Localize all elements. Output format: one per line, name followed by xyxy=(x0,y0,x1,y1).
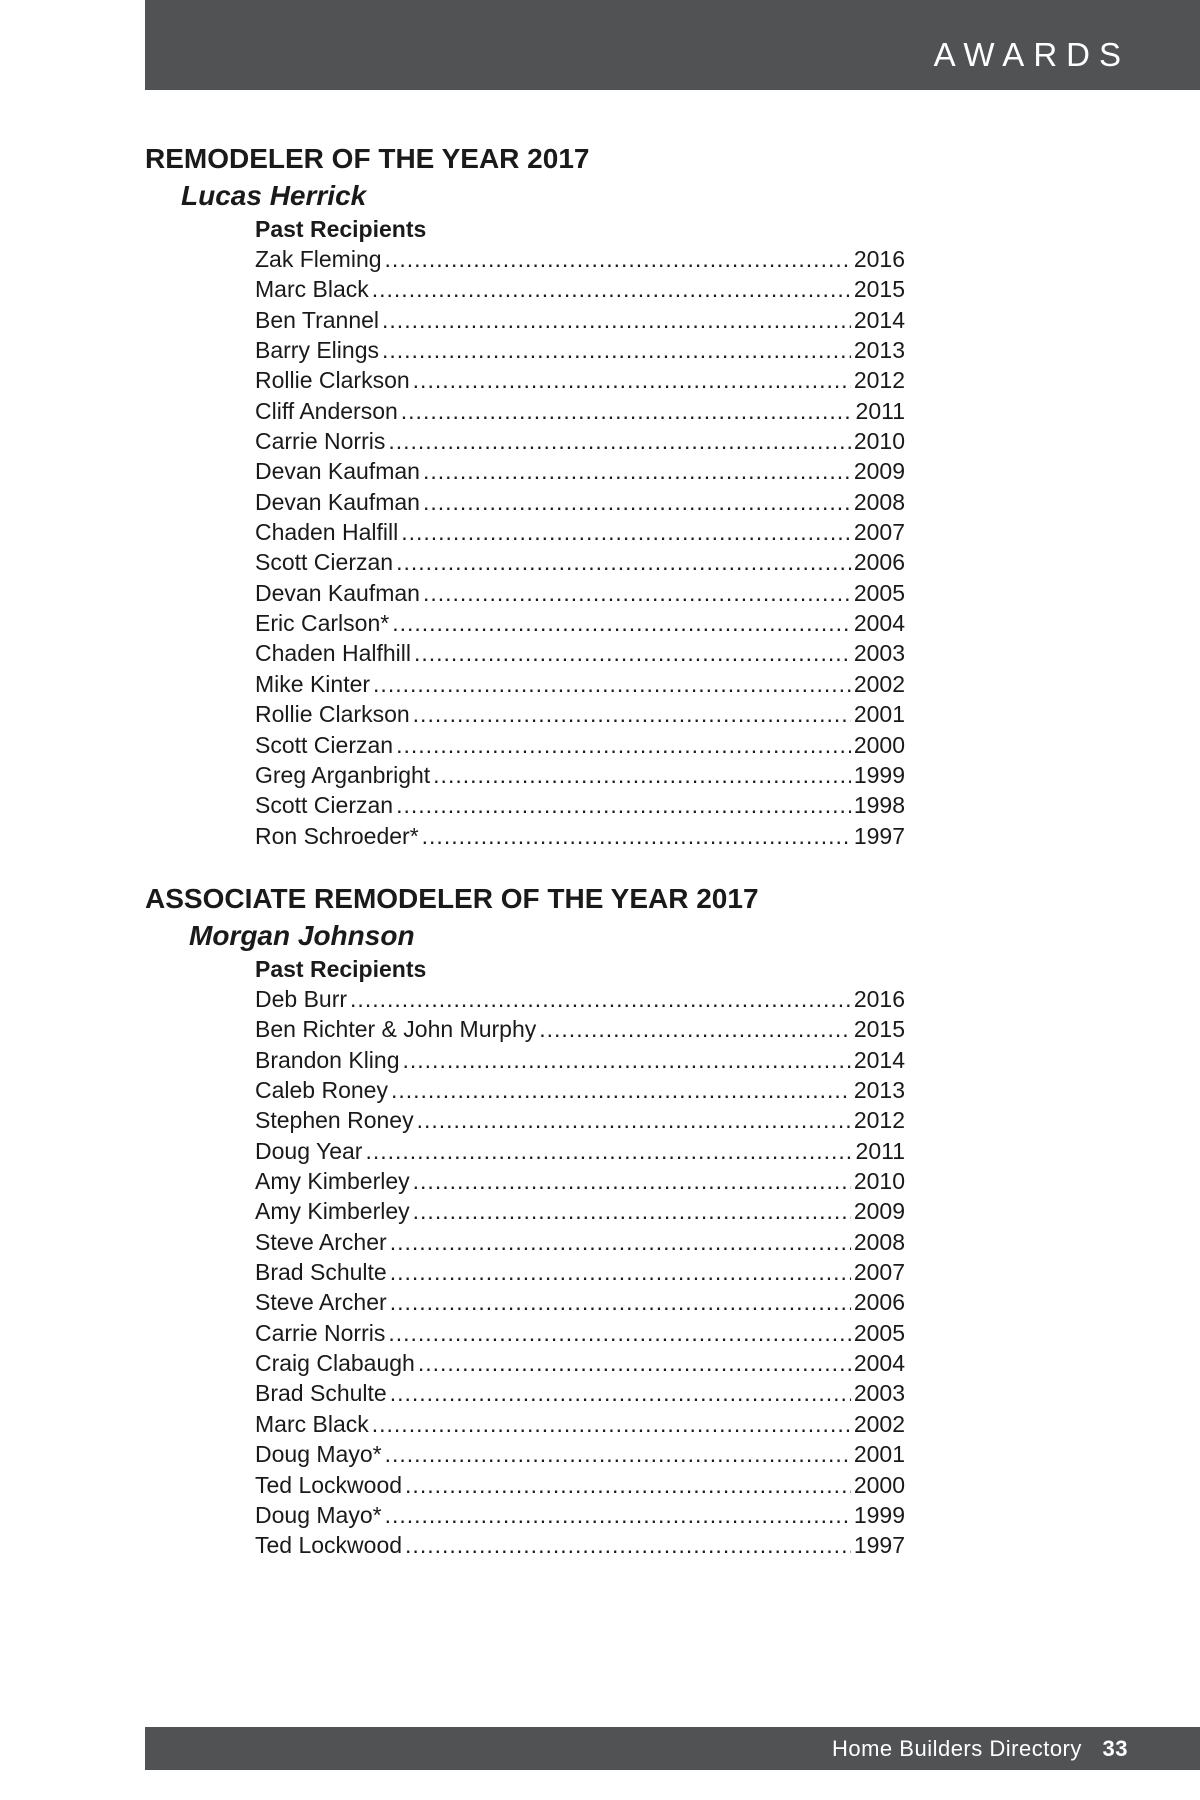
list-item xyxy=(255,305,905,335)
recipient-name: Scott Cierzan xyxy=(255,792,394,819)
list-item xyxy=(255,1287,905,1317)
dot-leader xyxy=(392,608,851,638)
recipient-year: 2003 xyxy=(853,1380,905,1407)
list-item xyxy=(255,1409,905,1439)
dot-leader xyxy=(385,244,851,274)
recipient-year: 2001 xyxy=(853,701,905,728)
recipient-year: 1999 xyxy=(853,761,905,788)
recipient-name: Ted Lockwood xyxy=(255,1532,403,1559)
recipient-name: Scott Cierzan xyxy=(255,549,394,576)
recipient-year: 2008 xyxy=(853,1228,905,1255)
recipient-name: Carrie Norris xyxy=(255,1319,386,1346)
recipient-name: Doug Mayo* xyxy=(255,1441,382,1468)
recipient-year: 2000 xyxy=(853,1471,905,1498)
past-recipients-label: Past Recipients xyxy=(255,956,427,982)
recipient-year: 2014 xyxy=(853,306,905,333)
recipients-list xyxy=(255,984,905,1561)
list-item xyxy=(255,1227,905,1257)
recipient-name: Doug Year xyxy=(255,1137,363,1164)
recipient-name: Scott Cierzan xyxy=(255,731,394,758)
recipient-name: Barry Elings xyxy=(255,337,379,364)
footer-text xyxy=(832,1736,1128,1762)
dot-leader xyxy=(396,547,851,577)
recipient-year: 2000 xyxy=(853,731,905,758)
recipient-year: 2016 xyxy=(853,986,905,1012)
recipient-year: 2010 xyxy=(853,1168,905,1195)
dot-leader xyxy=(413,365,851,395)
recipient-name: Devan Kaufman xyxy=(255,579,420,606)
dot-leader xyxy=(413,1196,851,1226)
publication-name: Home Builders Directory xyxy=(831,1736,1082,1761)
recipient-year: 2005 xyxy=(853,579,905,606)
recipient-year: 2016 xyxy=(853,246,905,272)
recipient-year: 2011 xyxy=(855,1137,905,1164)
recipient-year: 2002 xyxy=(853,1410,905,1437)
list-item xyxy=(255,638,905,668)
recipient-name: Stephen Roney xyxy=(255,1107,414,1134)
recipient-name: Chaden Halfhill xyxy=(255,640,411,667)
section-associate-remodeler-of-the-year xyxy=(145,880,945,1561)
recipient-year: 1999 xyxy=(853,1501,905,1528)
dot-leader xyxy=(391,1075,851,1105)
recipient-name: Greg Arganbright xyxy=(255,761,431,788)
list-item xyxy=(255,365,905,395)
recipient-year: 2001 xyxy=(853,1441,905,1468)
list-item xyxy=(255,608,905,638)
recipient-year: 2004 xyxy=(853,610,905,637)
list-item xyxy=(255,578,905,608)
recipient-name: Devan Kaufman xyxy=(255,458,420,485)
list-item xyxy=(255,1166,905,1196)
recipient-year: 2012 xyxy=(853,1107,905,1134)
dot-leader xyxy=(390,1287,851,1317)
recipient-year: 2012 xyxy=(853,367,905,394)
dot-leader xyxy=(433,760,851,790)
recipient-name: Doug Mayo* xyxy=(255,1501,382,1528)
dot-leader xyxy=(414,638,851,668)
list-item xyxy=(255,699,905,729)
list-item xyxy=(255,1075,905,1105)
past-recipients-label: Past Recipients xyxy=(255,216,427,242)
dot-leader xyxy=(390,1378,851,1408)
dot-leader xyxy=(413,699,851,729)
footer-bar xyxy=(145,1727,1200,1770)
list-item xyxy=(255,456,905,486)
recipient-year: 2015 xyxy=(853,276,905,303)
list-item xyxy=(255,1348,905,1378)
section-remodeler-of-the-year xyxy=(145,140,945,851)
list-item xyxy=(255,1045,905,1075)
recipient-name: Ben Trannel xyxy=(255,306,380,333)
list-item xyxy=(255,1318,905,1348)
dot-leader xyxy=(401,517,851,547)
recipient-year: 2008 xyxy=(853,488,905,515)
recipient-name: Mike Kinter xyxy=(255,670,371,697)
dot-leader xyxy=(388,426,850,456)
dot-leader xyxy=(403,1045,851,1075)
recipient-year: 1997 xyxy=(853,1532,905,1559)
recipient-name: Amy Kimberley xyxy=(255,1168,410,1195)
list-item xyxy=(255,669,905,699)
header-bar xyxy=(145,0,1200,90)
list-item xyxy=(255,547,905,577)
winner-name: Lucas Herrick xyxy=(181,180,367,211)
dot-leader xyxy=(405,1470,851,1500)
dot-leader xyxy=(418,1348,851,1378)
recipient-name: Chaden Halfill xyxy=(255,519,399,546)
recipient-year: 2006 xyxy=(853,1289,905,1316)
dot-leader xyxy=(372,274,851,304)
list-item xyxy=(255,1439,905,1469)
recipient-name: Devan Kaufman xyxy=(255,488,420,515)
dot-leader xyxy=(382,335,851,365)
dot-leader xyxy=(423,487,851,517)
recipient-name: Marc Black xyxy=(255,1410,369,1437)
recipient-name: Ted Lockwood xyxy=(255,1471,403,1498)
recipient-year: 2009 xyxy=(853,1198,905,1225)
recipient-name: Rollie Clarkson xyxy=(255,701,410,728)
list-item xyxy=(255,1105,905,1135)
section-title: ASSOCIATE REMODELER OF THE YEAR 2017 xyxy=(145,883,759,914)
recipient-name: Zak Fleming xyxy=(255,246,382,272)
list-item xyxy=(255,821,905,851)
list-item xyxy=(255,487,905,517)
list-item xyxy=(255,1530,905,1560)
recipient-name: Caleb Roney xyxy=(255,1077,388,1104)
dot-leader xyxy=(382,305,851,335)
list-item xyxy=(255,517,905,547)
dot-leader xyxy=(365,1136,852,1166)
recipient-name: Deb Burr xyxy=(255,986,348,1012)
dot-leader xyxy=(396,790,851,820)
recipient-name: Cliff Anderson xyxy=(255,397,398,424)
dot-leader xyxy=(388,1318,850,1348)
winner-name: Morgan Johnson xyxy=(189,920,415,951)
recipient-name: Amy Kimberley xyxy=(255,1198,410,1225)
dot-leader xyxy=(385,1500,851,1530)
recipient-name: Brad Schulte xyxy=(255,1380,387,1407)
dot-leader xyxy=(350,984,851,1014)
recipient-name: Carrie Norris xyxy=(255,428,386,455)
dot-leader xyxy=(373,669,851,699)
recipient-year: 2013 xyxy=(853,1077,905,1104)
recipient-year: 1998 xyxy=(853,792,905,819)
dot-leader xyxy=(539,1014,851,1044)
page-number: 33 xyxy=(1102,1736,1128,1761)
dot-leader xyxy=(390,1227,851,1257)
list-item xyxy=(255,790,905,820)
list-item xyxy=(255,1378,905,1408)
list-item xyxy=(255,760,905,790)
recipient-year: 2002 xyxy=(853,670,905,697)
recipient-year: 2009 xyxy=(853,458,905,485)
recipient-year: 2014 xyxy=(853,1046,905,1073)
list-item xyxy=(255,1136,905,1166)
recipient-year: 2007 xyxy=(853,1259,905,1286)
list-item xyxy=(255,1470,905,1500)
section-title: REMODELER OF THE YEAR 2017 xyxy=(145,143,590,174)
dot-leader xyxy=(423,456,851,486)
list-item xyxy=(255,1014,905,1044)
recipient-year: 2004 xyxy=(853,1350,905,1377)
header-title: AWARDS xyxy=(933,36,1130,73)
dot-leader xyxy=(396,730,851,760)
recipient-year: 2015 xyxy=(853,1016,905,1043)
recipients-list xyxy=(255,244,905,851)
dot-leader xyxy=(405,1530,851,1560)
list-item xyxy=(255,984,905,1014)
list-item xyxy=(255,396,905,426)
dot-leader xyxy=(413,1166,851,1196)
list-item xyxy=(255,1500,905,1530)
recipient-year: 2013 xyxy=(853,337,905,364)
recipient-year: 2005 xyxy=(853,1319,905,1346)
recipient-name: Brad Schulte xyxy=(255,1259,387,1286)
dot-leader xyxy=(385,1439,851,1469)
recipient-year: 2006 xyxy=(853,549,905,576)
list-item xyxy=(255,1257,905,1287)
recipient-name: Steve Archer xyxy=(255,1289,387,1316)
recipient-name: Brandon Kling xyxy=(255,1046,400,1073)
recipient-name: Ron Schroeder* xyxy=(255,822,419,849)
dot-leader xyxy=(423,578,851,608)
dot-leader xyxy=(372,1409,851,1439)
list-item xyxy=(255,730,905,760)
recipient-name: Steve Archer xyxy=(255,1228,387,1255)
recipient-year: 2003 xyxy=(853,640,905,667)
recipient-year: 2011 xyxy=(855,397,905,424)
dot-leader xyxy=(401,396,853,426)
recipient-name: Eric Carlson* xyxy=(255,610,390,637)
list-item xyxy=(255,274,905,304)
dot-leader xyxy=(422,821,851,851)
dot-leader xyxy=(417,1105,851,1135)
recipient-name: Rollie Clarkson xyxy=(255,367,410,394)
dot-leader xyxy=(390,1257,851,1287)
list-item xyxy=(255,244,905,274)
recipient-name: Ben Richter & John Murphy xyxy=(255,1016,537,1043)
recipient-year: 2007 xyxy=(853,519,905,546)
list-item xyxy=(255,335,905,365)
list-item xyxy=(255,1196,905,1226)
recipient-year: 2010 xyxy=(853,428,905,455)
list-item xyxy=(255,426,905,456)
recipient-name: Craig Clabaugh xyxy=(255,1350,415,1377)
recipient-year: 1997 xyxy=(853,822,905,849)
recipient-name: Marc Black xyxy=(255,276,369,303)
